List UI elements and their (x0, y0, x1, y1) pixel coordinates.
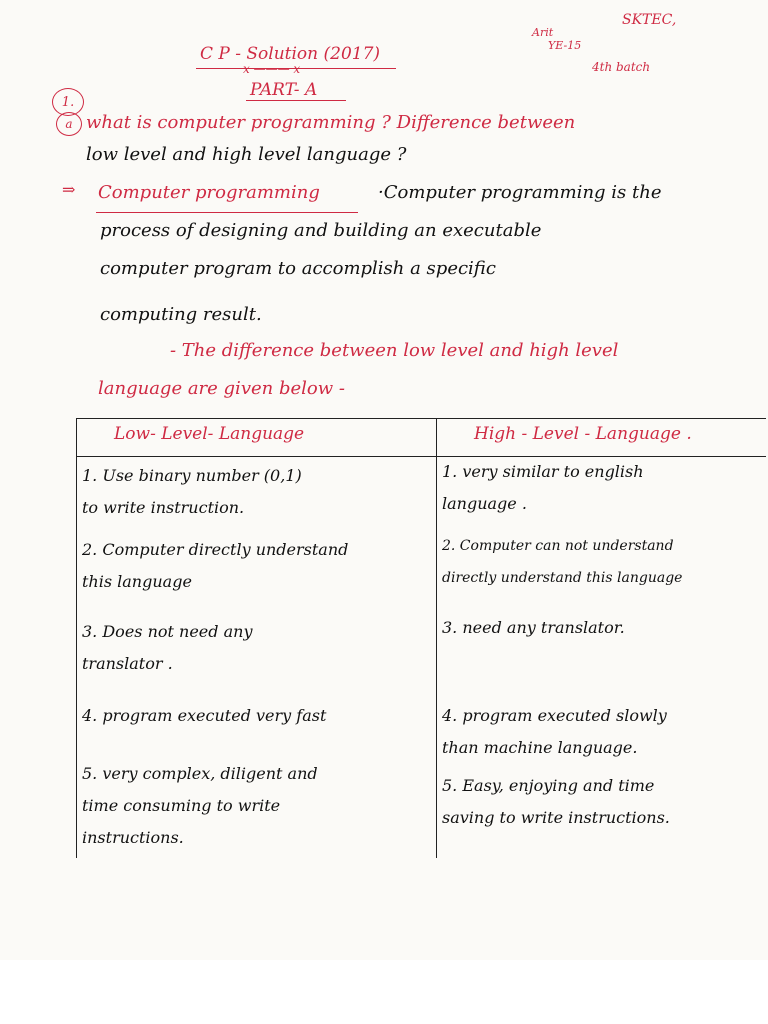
table-row-3-low (82, 616, 252, 680)
cell-line: 5. Easy, enjoying and time (442, 776, 655, 795)
cell-line: translator . (82, 654, 173, 673)
cell-line: 1. very similar to english (442, 462, 644, 481)
question-number: 1. (52, 88, 84, 116)
cell-line: 4. program executed slowly (442, 706, 667, 725)
table-row-5-high (442, 770, 670, 834)
table-row-1-low (82, 460, 302, 524)
table-column-divider (436, 418, 437, 858)
cell-line: than machine language. (442, 738, 638, 757)
author-block (532, 26, 581, 52)
cell-line: 5. very complex, diligent and (82, 764, 318, 783)
cell-line: 2. Computer directly understand (82, 540, 349, 559)
question-line-1: what is computer programming ? Difference between (86, 112, 576, 133)
definition-term: Computer programming (98, 182, 320, 203)
cell-line: instructions. (82, 828, 184, 847)
cell-line: 4. program executed very fast (82, 706, 327, 725)
department-label: SKTEC, (622, 12, 677, 28)
batch-label: 4th batch (592, 60, 651, 74)
question-sub-label: a (56, 112, 82, 136)
question-line-2: low level and high level language ? (86, 144, 407, 165)
answer-line-1: ·Computer programming is the (378, 182, 662, 203)
table-row-1-high (442, 456, 644, 520)
table-row-2-high (442, 530, 682, 594)
table-header-high-level: High - Level - Language . (474, 424, 692, 444)
cell-line: directly understand this language (442, 570, 683, 586)
cell-line: time consuming to write (82, 796, 281, 815)
author-roll: YE-15 (548, 39, 582, 52)
cell-line: language . (442, 494, 527, 513)
cell-line: saving to write instructions. (442, 808, 670, 827)
cell-line: this language (82, 572, 192, 591)
table-row-4-low (82, 700, 326, 732)
title-marks: x ——— x (243, 62, 301, 76)
table-header-low-level: Low- Level- Language (114, 424, 305, 444)
table-row-4-high (442, 700, 667, 764)
cell-line: 1. Use binary number (0,1) (82, 466, 302, 485)
answer-line-6: language are given below - (98, 378, 345, 399)
table-left-border (76, 418, 77, 858)
answer-line-5: - The difference between low level and high level (170, 340, 619, 361)
table-header-divider (76, 456, 766, 457)
cell-line: 2. Computer can not understand (442, 538, 674, 554)
answer-line-2: process of designing and building an executable (100, 220, 542, 241)
table-row-2-low (82, 534, 348, 598)
cell-line: 3. need any translator. (442, 618, 625, 637)
part-label: PART- A (250, 80, 318, 100)
answer-line-4: computing result. (100, 304, 262, 325)
part-underline (246, 100, 346, 101)
definition-underline (96, 212, 358, 213)
cell-line: 3. Does not need any (82, 622, 253, 641)
comparison-table (76, 418, 766, 858)
cell-line: to write instruction. (82, 498, 245, 517)
answer-arrow-icon: ⇒ (62, 180, 76, 199)
table-top-border (76, 418, 766, 419)
author-name: Arit (532, 26, 554, 39)
page-title: C P - Solution (2017) (200, 44, 381, 64)
table-row-3-high (442, 612, 625, 644)
answer-line-3: computer program to accomplish a specific (100, 258, 496, 279)
table-row-5-low (82, 758, 318, 854)
